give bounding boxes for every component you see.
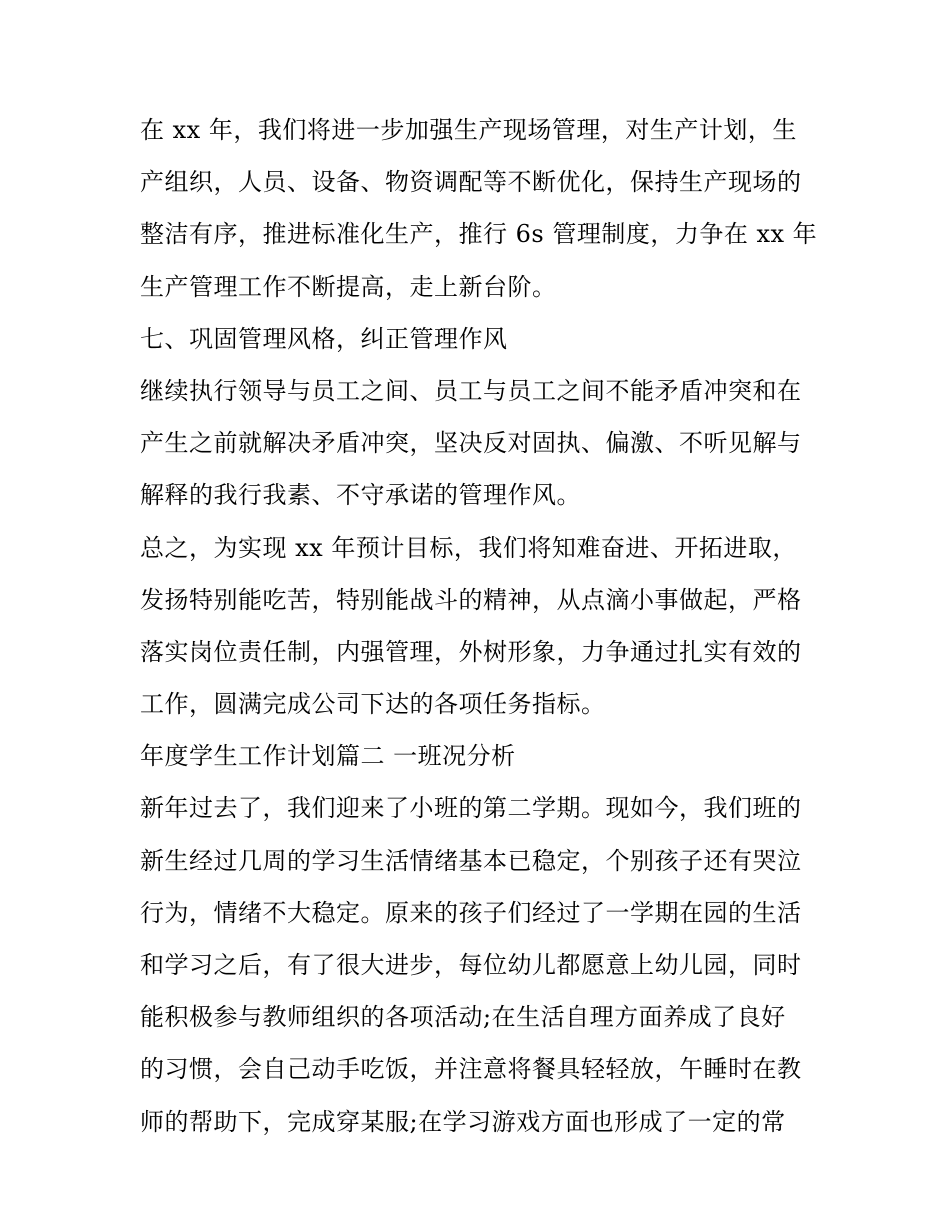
text-line: 在 xx 年，我们将进一步加强生产现场管理，对生产计划，生: [140, 116, 797, 144]
text-line: 产组织，人员、设备、物资调配等不断优化，保持生产现场的: [140, 168, 802, 197]
text-line: 和学习之后，有了很大进步，每位幼儿都愿意上幼儿园，同时: [140, 951, 802, 979]
section-heading: 年度学生工作计划篇二 一班况分析: [140, 742, 516, 771]
text-line: 总之，为实现 xx 年预计目标，我们将知难奋进、开拓进取，: [140, 533, 797, 562]
text-line: 行为，情绪不大稳定。原来的孩子们经过了一学期在园的生活: [140, 898, 802, 927]
text-line: 生产管理工作不断提高，走上新台阶。: [140, 272, 557, 301]
text-line: 新年过去了，我们迎来了小班的第二学期。现如今，我们班的: [140, 794, 802, 823]
text-line: 新生经过几周的学习生活情绪基本已稳定，个别孩子还有哭泣: [140, 846, 802, 875]
text-line: 解释的我行我素、不守承诺的管理作风。: [140, 481, 581, 510]
section-heading: 七、巩固管理风格，纠正管理作风: [140, 324, 508, 353]
text-line: 发扬特别能吃苦，特别能战斗的精神，从点滴小事做起，严格: [140, 585, 802, 614]
text-line: 落实岗位责任制，内强管理，外树形象，力争通过扎实有效的: [140, 637, 802, 666]
text-line: 工作，圆满完成公司下达的各项任务指标。: [140, 690, 606, 719]
text-line: 整洁有序，推进标准化生产，推行 6s 管理制度，力争在 xx 年: [140, 220, 818, 249]
text-line: 产生之前就解决矛盾冲突，坚决反对固执、偏激、不听见解与: [140, 429, 802, 458]
text-line: 师的帮助下，完成穿某服;在学习游戏方面也形成了一定的常: [140, 1107, 786, 1136]
text-line: 能积极参与教师组织的各项活动;在生活自理方面养成了良好: [140, 1003, 786, 1032]
text-line: 继续执行领导与员工之间、员工与员工之间不能矛盾冲突和在: [140, 376, 802, 405]
document-body: [140, 104, 820, 1148]
text-line: 的习惯，会自己动手吃饭，并注意将餐具轻轻放，午睡时在教: [140, 1055, 802, 1084]
